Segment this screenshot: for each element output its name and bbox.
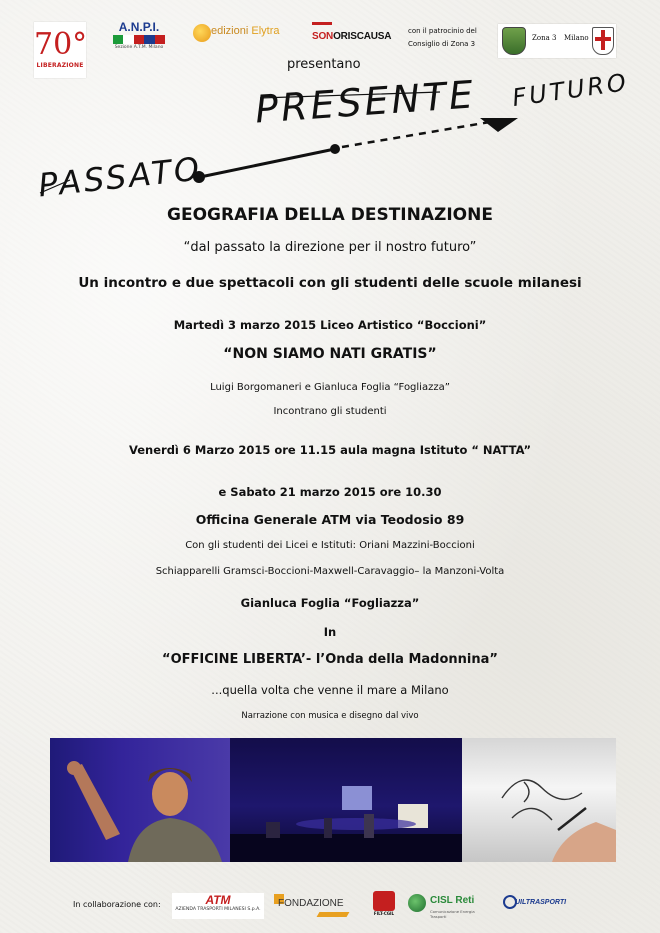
passato-handwriting: PASSATO <box>36 149 204 205</box>
date-saturday: e Sabato 21 marzo 2015 ore 10.30 <box>218 485 442 499</box>
cisl-globe-icon <box>408 894 426 912</box>
in-label: In <box>323 625 337 639</box>
presente-handwriting: PRESENTE <box>253 72 478 132</box>
filt-mark-icon <box>373 891 395 911</box>
atm-logo <box>172 893 264 919</box>
zona-shield-icon <box>502 27 526 55</box>
sonoriscausa-a: SON <box>312 31 334 42</box>
zona-label: Zona 3 <box>532 34 557 42</box>
sonoriscausa-logo <box>312 24 390 48</box>
fondazione-arrow-icon <box>317 912 350 917</box>
sonoriscausa-b: ORISCAUSA <box>333 31 392 42</box>
subtitle-quote: “dal passato la direzione per il nostro futuro” <box>183 240 477 255</box>
venue-atm: Officina Generale ATM via Teodosio 89 <box>195 512 465 527</box>
edizioni-elytra-logo <box>193 22 285 48</box>
anpi-logo <box>110 20 168 60</box>
poster-title: GEOGRAFIA DELLA DESTINAZIONE <box>167 205 493 225</box>
elytra-pre: edizioni <box>211 25 249 37</box>
seventy-number: 70° <box>34 27 88 62</box>
fondazione-logo <box>274 892 354 920</box>
collaboration-label: In collaborazione con: <box>73 900 161 909</box>
photo-performer <box>50 738 230 862</box>
date-boccioni: Martedì 3 marzo 2015 Liceo Artistico “Boccioni” <box>173 318 487 332</box>
show-title-non-siamo: “NON SIAMO NATI GRATIS” <box>223 346 437 362</box>
photo-stage <box>230 738 462 862</box>
photo-strip <box>50 738 616 862</box>
atm-name: ATM <box>205 893 231 907</box>
zona3-milano-logo <box>498 24 616 58</box>
patrocinio-line2: Consiglio di Zona 3 <box>408 40 476 48</box>
event-summary: Un incontro e due spettacoli con gli studenti delle scuole milanesi <box>78 275 582 291</box>
tagline: ...quella volta che venne il mare a Milano <box>211 683 449 697</box>
milano-cross-icon <box>592 27 614 55</box>
anpi-name: A.N.P.I. <box>118 20 160 34</box>
anpi-flag-bar <box>113 35 165 44</box>
fondazione-name: FONDAZIONE <box>278 898 344 909</box>
filt-cgil-logo <box>372 891 396 921</box>
elytra-name: Elytra <box>251 25 280 37</box>
sonoriscausa-mark-icon <box>312 22 332 25</box>
show-title-officine: “OFFICINE LIBERTA’- l’Onda della Madonnina” <box>162 652 498 667</box>
cisl-reti-logo <box>408 892 484 918</box>
uiltrasporti-logo <box>503 893 567 915</box>
patrocinio-line1: con il patrocinio del <box>408 27 477 35</box>
speakers: Luigi Borgomaneri e Gianluca Foglia “Fogliazza” <box>210 382 450 393</box>
futuro-handwriting: FUTURO <box>510 67 631 113</box>
patrocinio-text <box>408 25 490 51</box>
liberazione-label: LIBERAZIONE <box>36 62 84 69</box>
schools-line1: Con gli studenti dei Licei e Istituti: Oriani Mazzini-Boccioni <box>185 540 475 551</box>
presentano-text: presentano <box>287 57 361 72</box>
photo-drawing <box>462 738 616 862</box>
anpi-sub: Sezione A.T.M. Milano <box>114 45 164 50</box>
elytra-circle-icon <box>193 24 211 42</box>
filt-name: FILT-CGIL <box>373 911 395 916</box>
narration-note: Narrazione con musica e disegno dal vivo <box>241 711 419 721</box>
meet-students: Incontrano gli studenti <box>273 406 387 417</box>
cisl-a: CISL <box>430 895 453 906</box>
performer: Gianluca Foglia “Fogliazza” <box>240 596 420 610</box>
cisl-sub: Comunicazione Energia Trasporti <box>430 909 475 919</box>
milano-label: Milano <box>564 34 589 42</box>
atm-sub: AZIENDA TRASPORTI MILANESI S.p.A. <box>175 907 261 912</box>
schools-line2: Schiapparelli Gramsci-Boccioni-Maxwell-Caravaggio– la Manzoni-Volta <box>155 566 505 577</box>
cisl-b: Reti <box>455 895 475 906</box>
uil-name: UILTRASPORTI <box>515 899 567 906</box>
date-natta: Venerdì 6 Marzo 2015 ore 11.15 aula magna Istituto “ NATTA” <box>128 443 532 457</box>
